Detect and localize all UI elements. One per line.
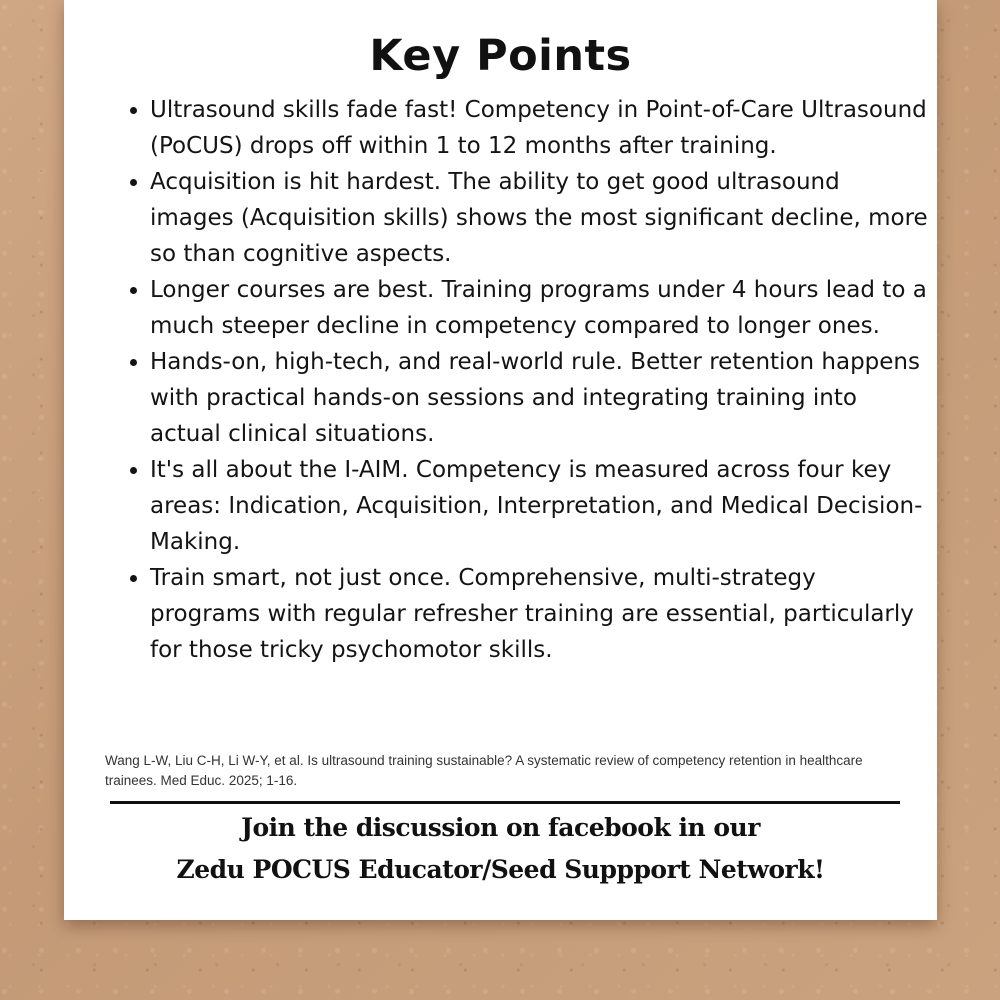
key-points-card (64, 0, 937, 920)
cta-line-1: Join the discussion on facebook in our (241, 813, 760, 842)
key-point-item: Acquisition is hit hardest. The ability to get good ultrasound images (Acquisition skills) shows the most significant decline, more so than cognitive aspects. (150, 164, 930, 272)
key-point-item: Longer courses are best. Training programs under 4 hours lead to a much steeper decline in competency compared to longer ones. (150, 272, 930, 344)
key-point-item: Train smart, not just once. Comprehensive, multi-strategy programs with regular refresher training are essential, particularly for those tricky psychomotor skills. (150, 560, 930, 668)
citation-text: Wang L-W, Liu C-H, Li W-Y, et al. Is ultrasound training sustainable? A systematic review of competency retention in healthcare trainees. Med Educ. 2025; 1-16. (105, 753, 863, 788)
page-title: Key Points (369, 31, 632, 81)
key-point-item: Ultrasound skills fade fast! Competency in Point-of-Care Ultrasound (PoCUS) drops off within 1 to 12 months after training. (150, 92, 930, 164)
divider-line (110, 801, 900, 804)
key-points-list (122, 92, 930, 668)
cta-line-2: Zedu POCUS Educator/Seed Suppport Network! (176, 855, 825, 884)
key-point-item: Hands-on, high-tech, and real-world rule. Better retention happens with practical hands-on sessions and integrating training into actual clinical situations. (150, 344, 930, 452)
key-point-item: It's all about the I-AIM. Competency is measured across four key areas: Indication, Acquisition, Interpretation, and Medical Decision-Making. (150, 452, 930, 560)
